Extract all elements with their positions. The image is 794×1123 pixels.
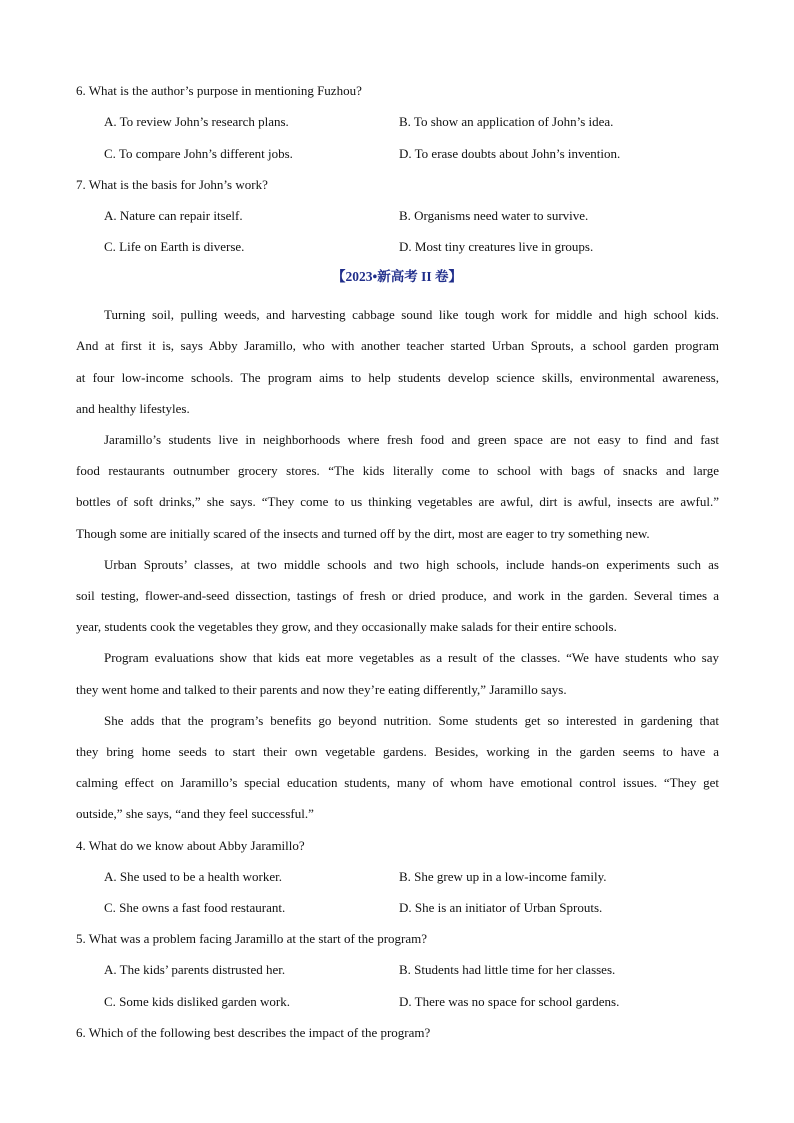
option-c: C. To compare John’s different jobs. bbox=[104, 146, 293, 161]
passage-line: And at first it is, says Abby Jaramillo, who with another teacher started Urban Sprouts, a school garden program bbox=[76, 338, 719, 353]
question-stem: 5. What was a problem facing Jaramillo at the start of the program? bbox=[76, 931, 427, 946]
section-heading: 【2023•新高考 II 卷】 bbox=[332, 269, 462, 284]
question-stem: 6. Which of the following best describes the impact of the program? bbox=[76, 1025, 431, 1040]
question-stem: 4. What do we know about Abby Jaramillo? bbox=[76, 838, 305, 853]
option-c: C. She owns a fast food restaurant. bbox=[104, 900, 286, 915]
passage-line: Urban Sprouts’ classes, at two middle schools and two high schools, include hands-on experiments such as bbox=[104, 557, 719, 572]
option-c: C. Some kids disliked garden work. bbox=[104, 994, 290, 1009]
option-a: A. She used to be a health worker. bbox=[104, 869, 282, 884]
passage-line: Turning soil, pulling weeds, and harvesting cabbage sound like tough work for middle and high school kids. bbox=[104, 307, 719, 322]
passage-line: Jaramillo’s students live in neighborhoods where fresh food and green space are not easy to find and fast bbox=[104, 432, 719, 447]
question-stem: 7. What is the basis for John’s work? bbox=[76, 177, 268, 192]
passage-line: they bring home seeds to start their own vegetable gardens. Besides, working in the garden seems to have a bbox=[76, 744, 719, 759]
option-a: A. To review John’s research plans. bbox=[104, 114, 289, 129]
passage-line: they went home and talked to their parents and now they’re eating differently,” Jaramillo says. bbox=[76, 682, 567, 697]
passage-line: at four low-income schools. The program aims to help students develop science skills, environmental awareness, bbox=[76, 370, 719, 385]
passage-line: food restaurants outnumber grocery stores. “The kids literally come to school with bags of snacks and large bbox=[76, 463, 719, 478]
option-a: A. Nature can repair itself. bbox=[104, 208, 243, 223]
question-stem: 6. What is the author’s purpose in mentioning Fuzhou? bbox=[76, 83, 362, 98]
option-d: D. She is an initiator of Urban Sprouts. bbox=[399, 900, 603, 915]
passage-line: outside,” she says, “and they feel successful.” bbox=[76, 806, 314, 821]
option-b: B. To show an application of John’s idea. bbox=[399, 114, 614, 129]
passage-line: and healthy lifestyles. bbox=[76, 401, 190, 416]
option-d: D. There was no space for school gardens. bbox=[399, 994, 620, 1009]
option-a: A. The kids’ parents distrusted her. bbox=[104, 962, 286, 977]
option-b: B. She grew up in a low-income family. bbox=[399, 869, 607, 884]
passage-line: Program evaluations show that kids eat more vegetables as a result of the classes. “We have students who say bbox=[104, 650, 719, 665]
passage-line: year, students cook the vegetables they grow, and they occasionally make salads for their entire schools. bbox=[76, 619, 617, 634]
option-d: D. Most tiny creatures live in groups. bbox=[399, 239, 594, 254]
option-b: B. Students had little time for her classes. bbox=[399, 962, 616, 977]
passage-line: Though some are initially scared of the insects and turned off by the dirt, most are eager to try something new. bbox=[76, 526, 650, 541]
passage-line: calming effect on Jaramillo’s special education students, many of whom have emotional control issues. “They get bbox=[76, 775, 719, 790]
option-b: B. Organisms need water to survive. bbox=[399, 208, 589, 223]
passage-line: She adds that the program’s benefits go beyond nutrition. Some students get so interested in gardening that bbox=[104, 713, 719, 728]
passage-line: soil testing, flower-and-seed dissection, tastings of fresh or dried produce, and work in the garden. Several times a bbox=[76, 588, 719, 603]
option-c: C. Life on Earth is diverse. bbox=[104, 239, 245, 254]
option-d: D. To erase doubts about John’s invention. bbox=[399, 146, 621, 161]
passage-line: bottles of soft drinks,” she says. “They come to us thinking vegetables are awful, dirt is awful, insects are awful.” bbox=[76, 494, 719, 509]
